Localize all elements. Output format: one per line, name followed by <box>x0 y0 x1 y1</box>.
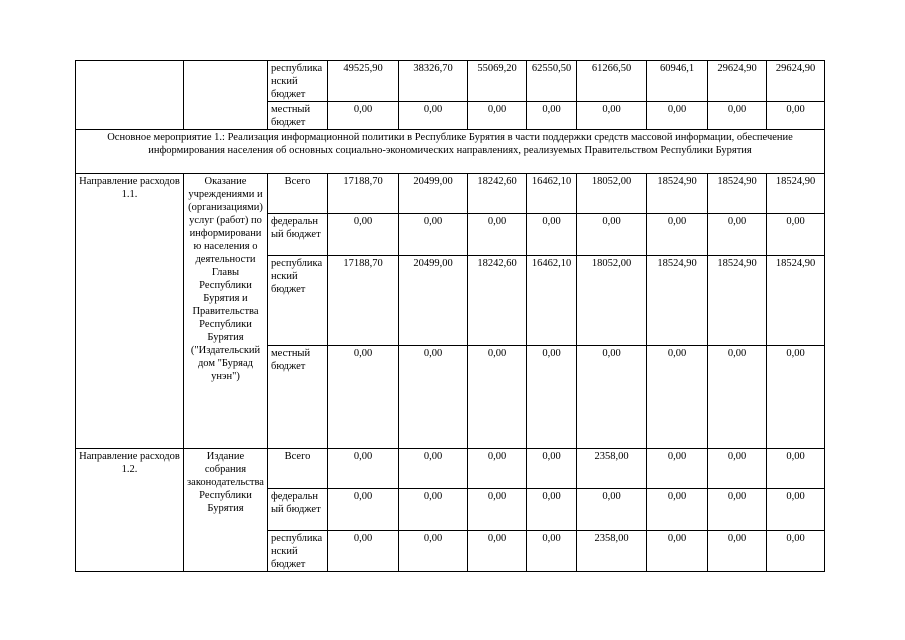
value-cell: 55069,20 <box>468 61 527 102</box>
value-cell: 29624,90 <box>708 61 767 102</box>
value-cell: 18242,60 <box>468 256 527 346</box>
value-cell: 0,00 <box>468 449 527 489</box>
value-cell: 0,00 <box>527 449 577 489</box>
value-cell: 62550,50 <box>527 61 577 102</box>
value-cell: 0,00 <box>767 489 825 531</box>
value-cell: 0,00 <box>468 531 527 572</box>
value-cell: 0,00 <box>708 449 767 489</box>
value-cell: 0,00 <box>527 214 577 256</box>
value-cell: 2358,00 <box>577 449 647 489</box>
value-cell: 0,00 <box>647 449 708 489</box>
source-label: местный бюджет <box>268 102 328 130</box>
value-cell: 18524,90 <box>647 174 708 214</box>
value-cell: 0,00 <box>399 102 468 130</box>
expense-direction-code: Направление расходов 1.2. <box>76 449 184 572</box>
value-cell: 61266,50 <box>577 61 647 102</box>
value-cell: 0,00 <box>767 214 825 256</box>
expense-direction-code: Направление расходов 1.1. <box>76 174 184 449</box>
source-label: федеральный бюджет <box>268 489 328 531</box>
value-cell: 18242,60 <box>468 174 527 214</box>
value-cell: 0,00 <box>527 346 577 449</box>
value-cell: 16462,10 <box>527 174 577 214</box>
value-cell: 0,00 <box>708 531 767 572</box>
value-cell: 0,00 <box>708 102 767 130</box>
value-cell: 0,00 <box>647 214 708 256</box>
value-cell: 20499,00 <box>399 256 468 346</box>
source-label: Всего <box>268 174 328 214</box>
source-label: Всего <box>268 449 328 489</box>
main-activity-heading: Основное мероприятие 1.: Реализация информационной политики в Республике Бурятия в части поддержки средств массовой информации, обеспечение информирования населения об основных социально-экономических направлениях, реализуемых Правительством Республики Бурятия <box>76 130 825 174</box>
table-row <box>76 61 825 102</box>
value-cell: 18052,00 <box>577 256 647 346</box>
value-cell: 16462,10 <box>527 256 577 346</box>
value-cell: 0,00 <box>468 489 527 531</box>
value-cell: 0,00 <box>767 531 825 572</box>
value-cell: 0,00 <box>399 489 468 531</box>
expense-direction-name: Оказание учреждениями и (организациями) услуг (работ) по информированию населения о деятельности Главы Республики Бурятия и Правительства Республики Бурятия ("Издательский дом "Буряад унэн") <box>184 174 268 449</box>
value-cell: 0,00 <box>527 489 577 531</box>
value-cell: 17188,70 <box>328 256 399 346</box>
value-cell: 0,00 <box>328 531 399 572</box>
value-cell: 0,00 <box>647 531 708 572</box>
value-cell: 0,00 <box>577 489 647 531</box>
value-cell: 29624,90 <box>767 61 825 102</box>
value-cell: 18524,90 <box>767 174 825 214</box>
value-cell: 18052,00 <box>577 174 647 214</box>
value-cell: 0,00 <box>468 102 527 130</box>
value-cell: 49525,90 <box>328 61 399 102</box>
source-label: республиканский бюджет <box>268 61 328 102</box>
source-label: республиканский бюджет <box>268 531 328 572</box>
table-row <box>76 449 825 489</box>
budget-table <box>75 60 825 572</box>
value-cell: 18524,90 <box>708 174 767 214</box>
value-cell: 0,00 <box>767 449 825 489</box>
value-cell: 0,00 <box>328 102 399 130</box>
value-cell: 0,00 <box>468 214 527 256</box>
value-cell: 0,00 <box>647 346 708 449</box>
value-cell: 0,00 <box>767 102 825 130</box>
source-label: республиканский бюджет <box>268 256 328 346</box>
value-cell: 0,00 <box>468 346 527 449</box>
value-cell: 17188,70 <box>328 174 399 214</box>
value-cell: 0,00 <box>399 449 468 489</box>
value-cell: 2358,00 <box>577 531 647 572</box>
value-cell: 0,00 <box>527 531 577 572</box>
value-cell: 0,00 <box>577 346 647 449</box>
table-row <box>76 174 825 214</box>
value-cell: 0,00 <box>328 449 399 489</box>
value-cell: 20499,00 <box>399 174 468 214</box>
value-cell: 0,00 <box>328 489 399 531</box>
value-cell: 0,00 <box>328 346 399 449</box>
value-cell: 0,00 <box>527 102 577 130</box>
value-cell: 18524,90 <box>767 256 825 346</box>
value-cell: 0,00 <box>399 214 468 256</box>
value-cell: 18524,90 <box>708 256 767 346</box>
value-cell: 18524,90 <box>647 256 708 346</box>
value-cell: 60946,1 <box>647 61 708 102</box>
value-cell: 38326,70 <box>399 61 468 102</box>
prev-code-cell <box>76 61 184 130</box>
source-label: федеральный бюджет <box>268 214 328 256</box>
value-cell: 0,00 <box>399 531 468 572</box>
expense-direction-name: Издание собрания законодательства Республики Бурятия <box>184 449 268 572</box>
value-cell: 0,00 <box>399 346 468 449</box>
prev-name-cell <box>184 61 268 130</box>
value-cell: 0,00 <box>708 346 767 449</box>
value-cell: 0,00 <box>647 102 708 130</box>
value-cell: 0,00 <box>708 214 767 256</box>
table-row <box>76 130 825 174</box>
source-label: местный бюджет <box>268 346 328 449</box>
value-cell: 0,00 <box>767 346 825 449</box>
value-cell: 0,00 <box>328 214 399 256</box>
value-cell: 0,00 <box>577 102 647 130</box>
value-cell: 0,00 <box>647 489 708 531</box>
value-cell: 0,00 <box>708 489 767 531</box>
value-cell: 0,00 <box>577 214 647 256</box>
